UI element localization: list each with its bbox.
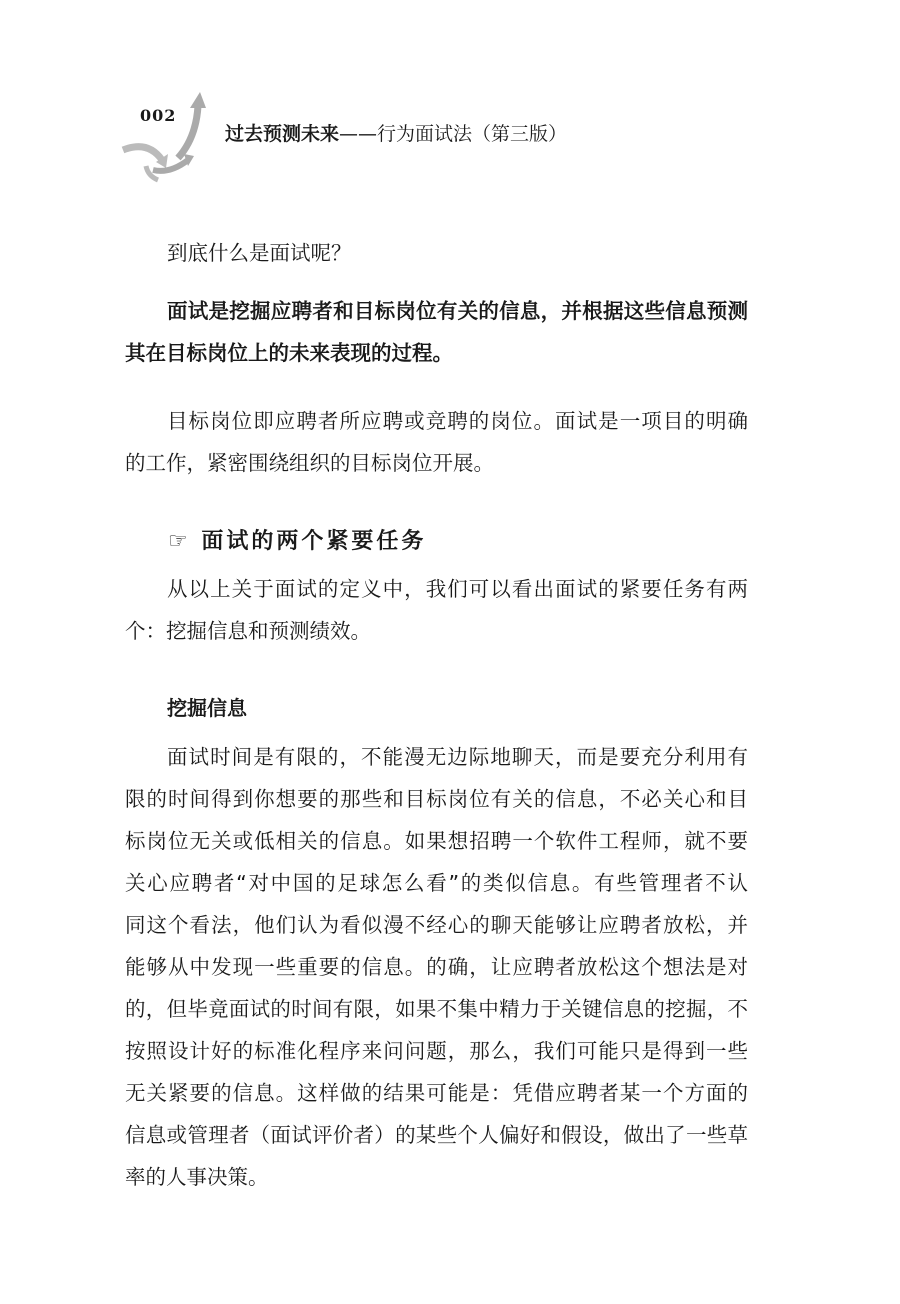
paragraph-line: 关心应聘者“对中国的足球怎么看”的类似信息。有些管理者不认 xyxy=(125,871,748,895)
swirling-arrows-icon xyxy=(118,88,218,188)
paragraph-line: 的，但毕竟面试的时间有限，如果不集中精力于关键信息的挖掘，不 xyxy=(125,997,748,1021)
paragraph-line: 按照设计好的标准化程序来问问题，那么，我们可能只是得到一些 xyxy=(125,1039,748,1063)
paragraph-line: 率的人事决策。 xyxy=(125,1165,269,1189)
paragraph-line: 面试时间是有限的，不能漫无边际地聊天，而是要充分利用有 xyxy=(167,745,748,769)
section-title: 面试的两个紧要任务 xyxy=(201,528,427,554)
question-line: 到底什么是面试呢？ xyxy=(167,241,352,265)
paragraph-line: 信息或管理者（面试评价者）的某些个人偏好和假设，做出了一些草 xyxy=(125,1123,748,1147)
page-number: 002 xyxy=(140,106,177,125)
definition-line: 其在目标岗位上的未来表现的过程。 xyxy=(125,341,453,365)
header-title-rest: 行为面试法（第三版） xyxy=(377,123,568,145)
paragraph-line: 的工作，紧密围绕组织的目标岗位开展。 xyxy=(125,451,494,475)
definition-line: 面试是挖掘应聘者和目标岗位有关的信息，并根据这些信息预测 xyxy=(167,299,748,323)
pointing-hand-icon: ☞ xyxy=(168,529,191,554)
paragraph-line: 从以上关于面试的定义中，我们可以看出面试的紧要任务有两 xyxy=(167,577,748,601)
paragraph-line: 无关紧要的信息。这样做的结果可能是：凭借应聘者某一个方面的 xyxy=(125,1081,748,1105)
section-heading xyxy=(168,524,426,555)
paragraph-line: 标岗位无关或低相关的信息。如果想招聘一个软件工程师，就不要 xyxy=(125,829,748,853)
running-header xyxy=(225,119,567,146)
header-title-bold: 过去预测未来 xyxy=(225,123,340,145)
paragraph-line: 个：挖掘信息和预测绩效。 xyxy=(125,619,371,643)
header-dash: —— xyxy=(339,123,378,145)
paragraph-line: 同这个看法，他们认为看似漫不经心的聊天能够让应聘者放松，并 xyxy=(125,913,748,937)
paragraph-line: 能够从中发现一些重要的信息。的确，让应聘者放松这个想法是对 xyxy=(125,955,748,979)
paragraph-line: 限的时间得到你想要的那些和目标岗位有关的信息，不必关心和目 xyxy=(125,787,748,811)
paragraph-line: 目标岗位即应聘者所应聘或竞聘的岗位。面试是一项目的明确 xyxy=(167,409,748,433)
subheading: 挖掘信息 xyxy=(167,696,247,720)
